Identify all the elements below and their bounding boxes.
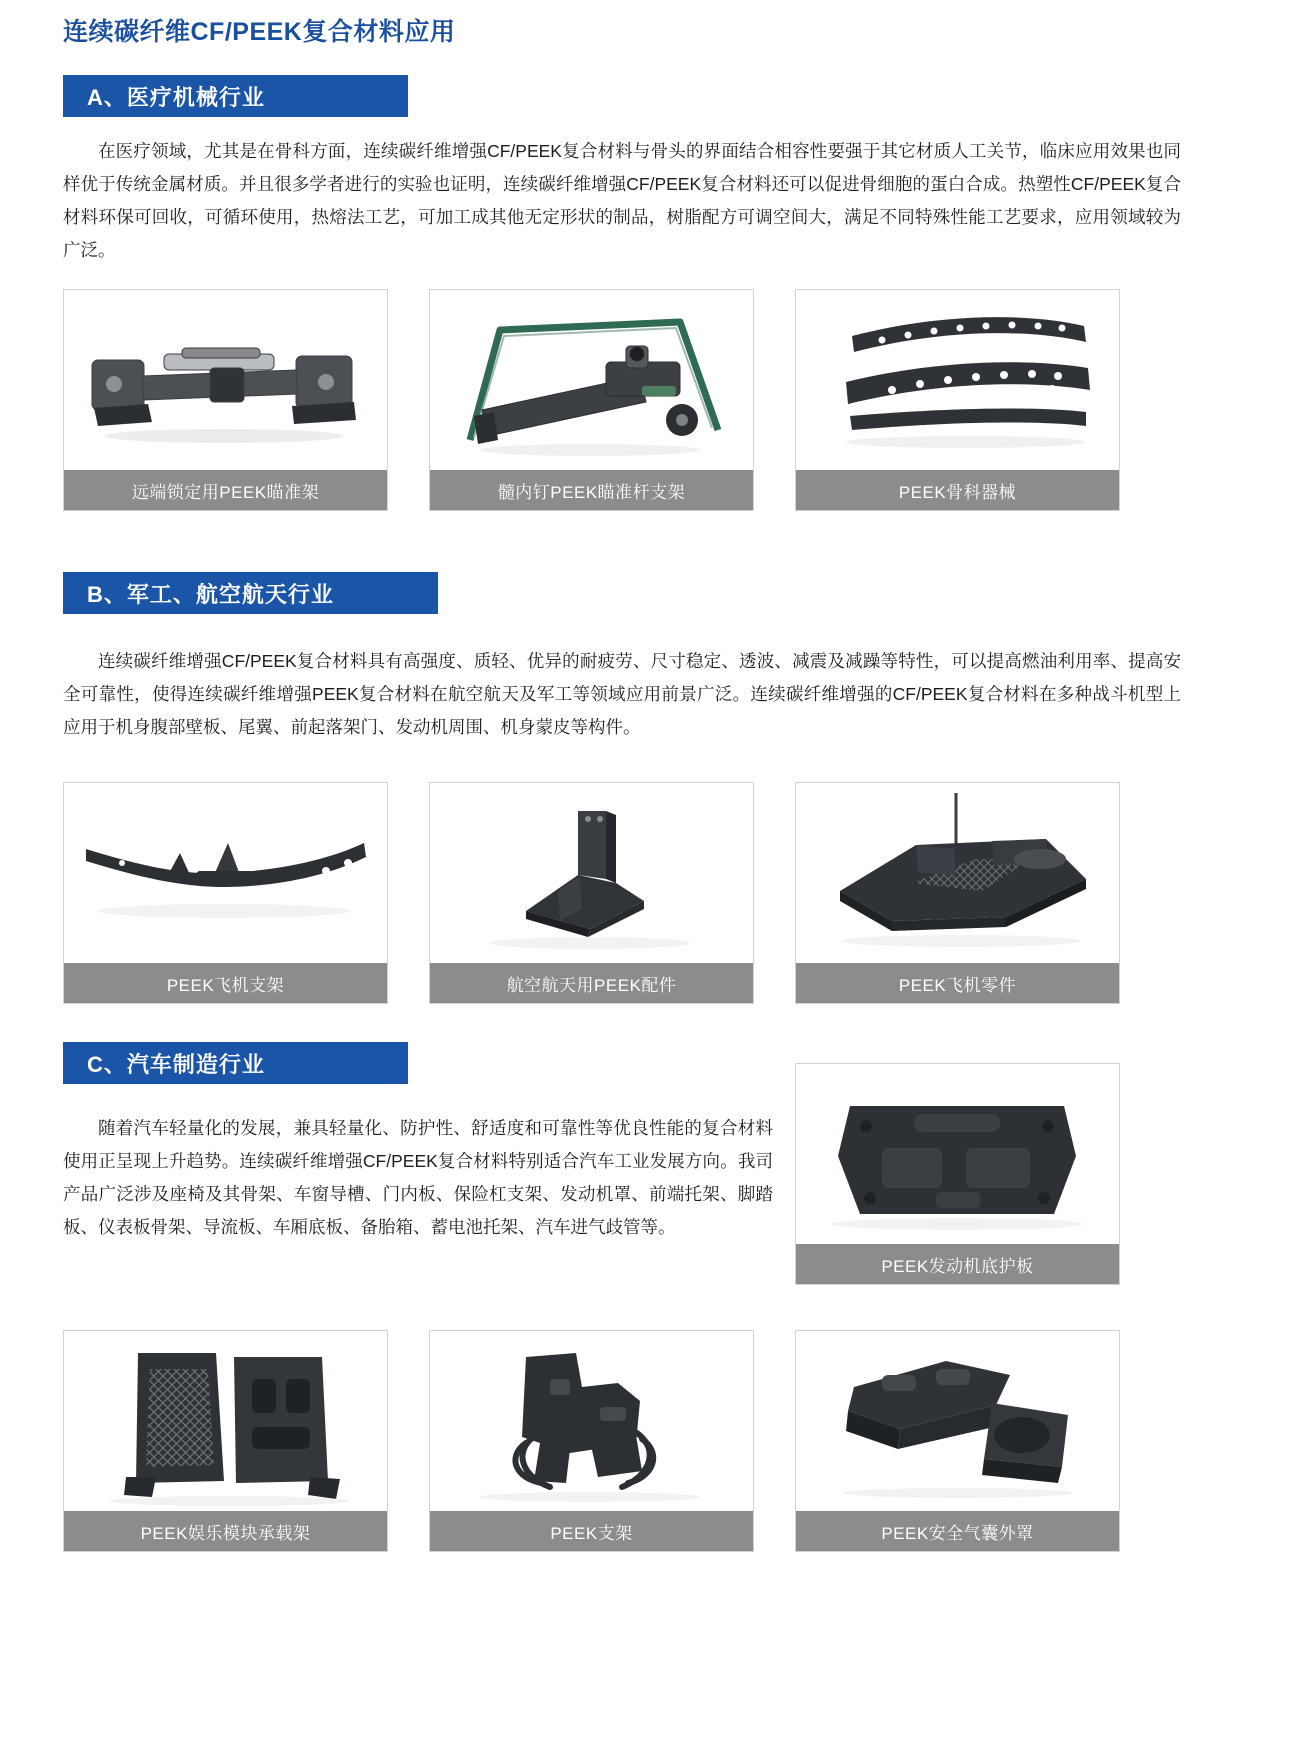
figure-c-4-image bbox=[796, 1331, 1119, 1511]
figure-c-3-image bbox=[430, 1331, 753, 1511]
section-paragraph-c: 随着汽车轻量化的发展，兼具轻量化、防护性、舒适度和可靠性等优良性能的复合材料使用正呈现上升趋势。连续碳纤维增强CF/PEEK复合材料特别适合汽车工业发展方向。我司产品广泛涉及座椅及其骨架、车窗导槽、门内板、保险杠支架、发动机罩、前端托架、脚踏板、仪表板骨架、导流板、车厢底板、备胎箱、蓄电池托架、汽车进气歧管等。 bbox=[63, 1118, 773, 1237]
figure-a-1 bbox=[63, 289, 388, 511]
figure-c-2 bbox=[63, 1330, 388, 1552]
figure-a-2 bbox=[429, 289, 754, 511]
figure-c-1-image bbox=[796, 1064, 1119, 1244]
section-paragraph-b: 连续碳纤维增强CF/PEEK复合材料具有高强度、质轻、优异的耐疲劳、尺寸稳定、透波、减震及减躁等特性，可以提高燃油利用率、提高安全可靠性，使得连续碳纤维增强PEEK复合材料在航空航天及军工等领域应用前景广泛。连续碳纤维增强的CF/PEEK复合材料在多种战斗机型上应用于机身腹部壁板、尾翼、前起落架门、发动机周围、机身蒙皮等构件。 bbox=[63, 651, 1181, 737]
figure-c-3 bbox=[429, 1330, 754, 1552]
section-heading-a: A、医疗机械行业 bbox=[63, 75, 408, 117]
figure-c-4-caption: PEEK安全气囊外罩 bbox=[796, 1511, 1119, 1551]
figure-c-4 bbox=[795, 1330, 1120, 1552]
figure-a-3-image bbox=[796, 290, 1119, 470]
figure-b-2-caption: 航空航天用PEEK配件 bbox=[430, 963, 753, 1003]
figure-a-1-image bbox=[64, 290, 387, 470]
figure-b-3 bbox=[795, 782, 1120, 1004]
figure-c-1 bbox=[795, 1063, 1120, 1285]
figure-b-2 bbox=[429, 782, 754, 1004]
figure-b-1 bbox=[63, 782, 388, 1004]
figure-c-1-caption: PEEK发动机底护板 bbox=[796, 1244, 1119, 1284]
figure-a-2-image bbox=[430, 290, 753, 470]
figure-c-3-caption: PEEK支架 bbox=[430, 1511, 753, 1551]
figure-a-3-caption: PEEK骨科器械 bbox=[796, 470, 1119, 510]
figure-c-2-image bbox=[64, 1331, 387, 1511]
figure-a-2-caption: 髓内钉PEEK瞄准杆支架 bbox=[430, 470, 753, 510]
figure-c-2-caption: PEEK娱乐模块承载架 bbox=[64, 1511, 387, 1551]
figure-b-2-image bbox=[430, 783, 753, 963]
figure-b-1-caption: PEEK飞机支架 bbox=[64, 963, 387, 1003]
figure-a-1-caption: 远端锁定用PEEK瞄准架 bbox=[64, 470, 387, 510]
figure-b-3-caption: PEEK飞机零件 bbox=[796, 963, 1119, 1003]
figure-a-3 bbox=[795, 289, 1120, 511]
figure-b-1-image bbox=[64, 783, 387, 963]
figure-b-3-image bbox=[796, 783, 1119, 963]
section-heading-c: C、汽车制造行业 bbox=[63, 1042, 408, 1084]
section-heading-b: B、军工、航空航天行业 bbox=[63, 572, 438, 614]
section-paragraph-a: 在医疗领域，尤其是在骨科方面，连续碳纤维增强CF/PEEK复合材料与骨头的界面结合相容性要强于其它材质人工关节，临床应用效果也同样优于传统金属材质。并且很多学者进行的实验也证明，连续碳纤维增强CF/PEEK复合材料还可以促进骨细胞的蛋白合成。热塑性CF/PEEK复合材料环保可回收，可循环使用，热熔法工艺，可加工成其他无定形状的制品，树脂配方可调空间大，满足不同特殊性能工艺要求，应用领域较为广泛。 bbox=[63, 141, 1181, 260]
page-title: 连续碳纤维CF/PEEK复合材料应用 bbox=[63, 18, 456, 46]
